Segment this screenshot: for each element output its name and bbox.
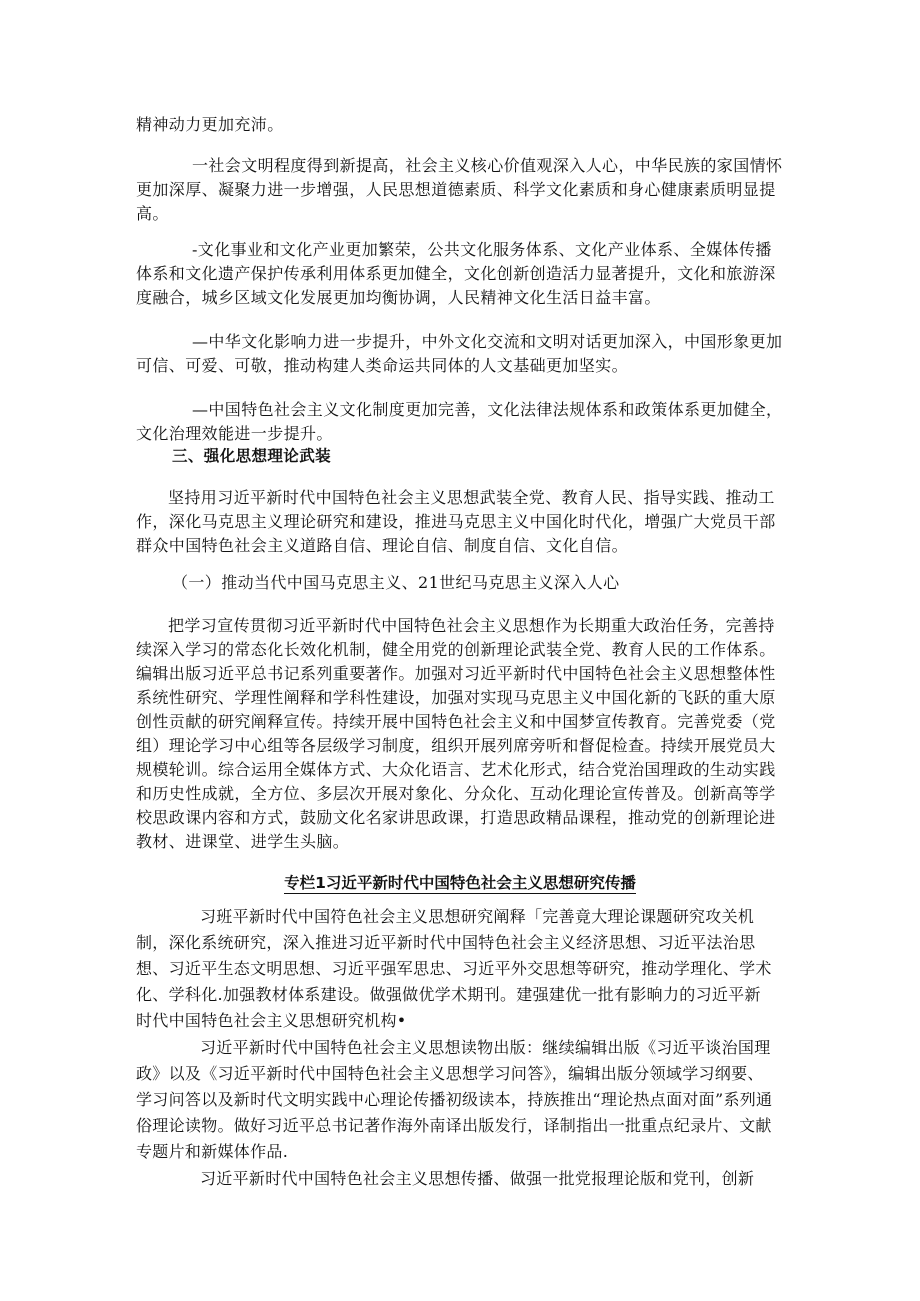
paragraph-continuation: 精神动力更加充沛。 <box>136 115 284 134</box>
column-box-dissemination: 习近平新时代中国特色社会主义思想传播、做强一批党报理论版和党刊，创新 <box>200 1169 755 1188</box>
paragraph-goal-social-civilization: 一社会文明程度得到新提高，社会主义核心价值观深入人心，中华民族的家国情怀更加深厚、凝聚力进一步增强，人民思想道德素质、科学文化素质和身心健康素质明显提高。 <box>136 156 783 223</box>
subsection-heading-1: （一）推动当代中国马克思主义、21世纪马克思主义深入人心 <box>172 573 620 592</box>
paragraph-section3-intro: 坚持用习近平新时代中国特色社会主义思想武装全党、教育人民、指导实践、推动工作，深化马克思主义理论研究和建设，推进马克思主义中国化时代化，增强广大党员干部群众中国特色社会主义道路自信、理论自信、制度自信、文化自信。 <box>136 488 776 555</box>
section-heading-3: 三、强化思想理论武装 <box>172 447 332 465</box>
paragraph-goal-culture-industry: -文化事业和文化产业更加繁荣，公共文化服务体系、文化产业体系、全媒体传播体系和文化遗产保护传承利用体系更加健全，文化创新创造活力显著提升，文化和旅游深度融合，城乡区域文化发展更加均衡协调，人民精神文化生活日益丰富。 <box>136 240 776 307</box>
column-box-publications: 习近平新时代中国特色社会主义思想读物出版：继续编辑出版《习近平谈治国理政》以及《习近平新时代中国特色社会主义思想学习问答》，编辑出版分领域学习纲要、学习问答以及新时代文明实践中心理论传播初级读本，持族推出“理论热点面对面”系列通俗理论读物。做好习近平总书记著作海外南译出版发行，译制指出一批重点纪录片、文献专题片和新媒体作品. <box>136 1038 773 1161</box>
column-box-title: 专栏1习近平新时代中国特色社会主义思想研究传播 <box>284 874 636 892</box>
paragraph-goal-influence: —中华文化影响力进一步提升，中外文化交流和文明对话更加深入，中国形象更加可信、可爱、可敬，推动构建人类命运共同体的人文基础更加坚实。 <box>136 332 783 375</box>
paragraph-subsection1-body: 把学习宣传贯彻习近平新时代中国特色社会主义思想作为长期重大政治任务，完善持续深入学习的常态化长效化机制，健全用党的创新理论武装全党、教育人民的工作体系。编辑出版习近平总书记系列重要著作。加强对习近平新时代中国特色社会主义思想整体性系统性研究、学理性阐释和学科性建设，加强对实现马克思主义中国化新的飞跃的重大原创性贡献的研究阐释宣传。持续开展中国特色社会主义和中国梦宣传教育。完善党委（党组）理论学习中心组等各层级学习制度，组织开展列席旁听和督促检查。持续开展党员大规模轮训。综合运用全媒体方式、大众化语言、艺术化形式，结合党治国理政的生动实践和历史性成就，全方位、多层次开展对象化、分众化、互动化理论宣传普及。创新高等学校思政课内容和方式，鼓励文化名家讲思政课，打造思政精品课程，推动党的创新理论进教材、进课堂、进学生头脑。 <box>136 616 776 851</box>
paragraph-goal-system: —中国特色社会主义文化制度更加完善，文化法律法规体系和政策体系更加健全，文化治理效能进一步提升。 <box>136 400 783 443</box>
column-box-research: 习班平新时代中国符色社会主义思想研究阐释「完善竟大理论课题研究攻关机制，深化系统研究，深入推进习近平新时代中国特色社会主义经济思想、习近平法治思想、习近平生态文明思想、习近平强军思忠、习近平外交思想等研究，推动学理化、学术化、学科化.加强教材体系建设。做强做优学术期刊。建强建优一批有影晌力的习近平新时代中国特色社会主义思想研究机构• <box>136 907 772 1030</box>
